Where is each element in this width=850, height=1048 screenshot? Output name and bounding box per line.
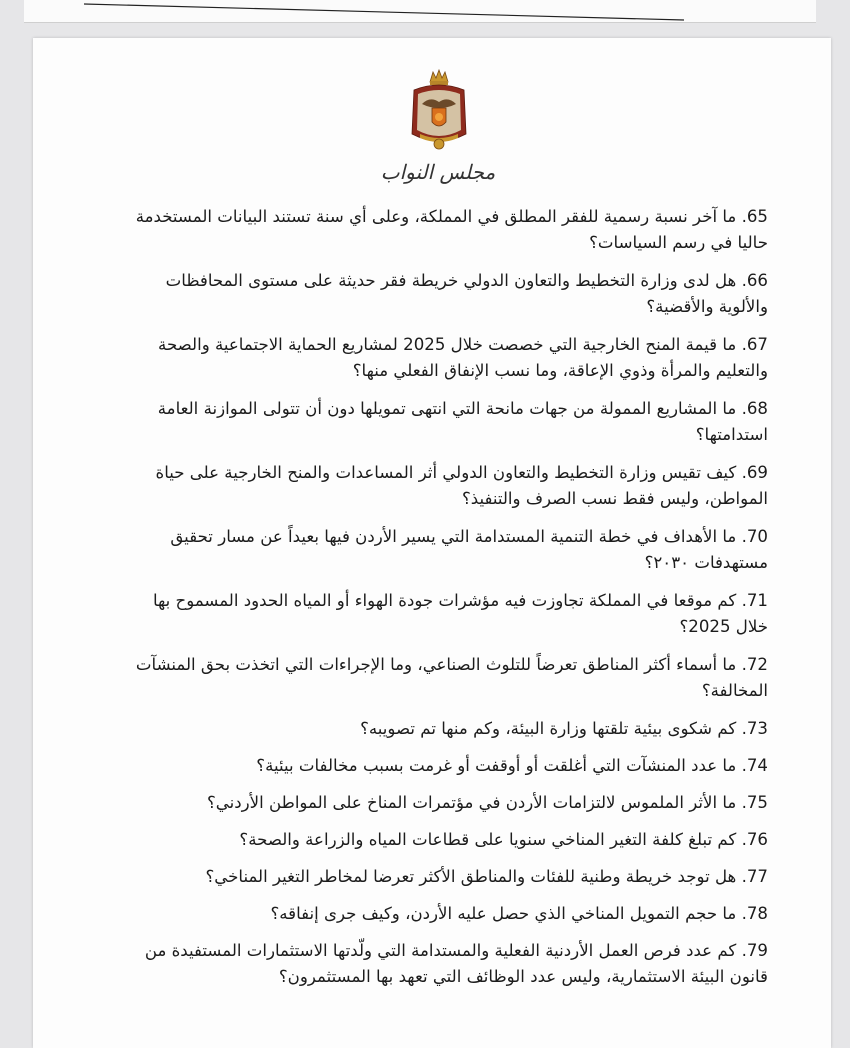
council-name: مجلس النواب — [380, 160, 496, 184]
list-item: 70. ما الأهداف في خطة التنمية المستدامة التي يسير الأردن فيها بعيداً عن مسار تحقيق مستهدفات ٢٠٣٠؟ — [170, 527, 768, 572]
list-item: 68. ما المشاريع الممولة من جهات مانحة التي انتهى تمويلها دون أن تتولى الموازنة العامة استدامتها؟ — [157, 399, 768, 444]
list-item: 79. كم عدد فرص العمل الأردنية الفعلية والمستدامة التي ولّدتها الاستثمارات المستفيدة من قانون البيئة الاستثمارية، وليس عدد الوظائف التي تعهد بها المستثمرون؟ — [144, 941, 768, 986]
list-item: 77. هل توجد خريطة وطنية للفئات والمناطق الأكثر تعرضا لمخاطر التغير المناخي؟ — [205, 867, 768, 886]
list-item: 72. ما أسماء أكثر المناطق تعرضاً للتلوث الصناعي، وما الإجراءات التي اتخذت بحق المنشآت المخالفة؟ — [135, 655, 768, 700]
list-item: 65. ما آخر نسبة رسمية للفقر المطلق في المملكة، وعلى أي سنة تستند البيانات المستخدمة حاليا في رسم السياسات؟ — [135, 207, 768, 252]
divider-line — [84, 0, 684, 22]
question-list — [128, 204, 768, 1002]
list-item: 71. كم موقعا في المملكة تجاوزت فيه مؤشرات جودة الهواء أو المياه الحدود المسموح بها خلال 2025؟ — [152, 591, 768, 636]
list-item: 74. ما عدد المنشآت التي أغلقت أو أوقفت أو غرمت بسبب مخالفات بيئية؟ — [256, 756, 768, 775]
list-item: 73. كم شكوى بيئية تلقتها وزارة البيئة، وكم منها تم تصويبه؟ — [360, 719, 768, 738]
jordan-coat-of-arms-icon — [408, 68, 470, 152]
list-item: 76. كم تبلغ كلفة التغير المناخي سنويا على قطاعات المياه والزراعة والصحة؟ — [239, 830, 768, 849]
list-item: 67. ما قيمة المنح الخارجية التي خصصت خلال 2025 لمشاريع الحماية الاجتماعية والصحة والتعليم والمرأة وذوي الإعاقة، وما نسب الإنفاق الفعلي منها؟ — [158, 335, 768, 380]
list-item: 66. هل لدى وزارة التخطيط والتعاون الدولي خريطة فقر حديثة على مستوى المحافظات والألوية والأقضية؟ — [165, 271, 768, 316]
previous-page-edge — [24, 0, 816, 23]
document-page — [33, 38, 831, 1048]
list-item: 69. كيف تقيس وزارة التخطيط والتعاون الدولي أثر المساعدات والمنح الخارجية على حياة المواطن، وليس فقط نسب الصرف والتنفيذ؟ — [155, 463, 768, 508]
list-item: 75. ما الأثر الملموس لالتزامات الأردن في مؤتمرات المناخ على المواطن الأردني؟ — [206, 793, 768, 812]
list-item: 78. ما حجم التمويل المناخي الذي حصل عليه الأردن، وكيف جرى إنفاقه؟ — [270, 904, 768, 923]
